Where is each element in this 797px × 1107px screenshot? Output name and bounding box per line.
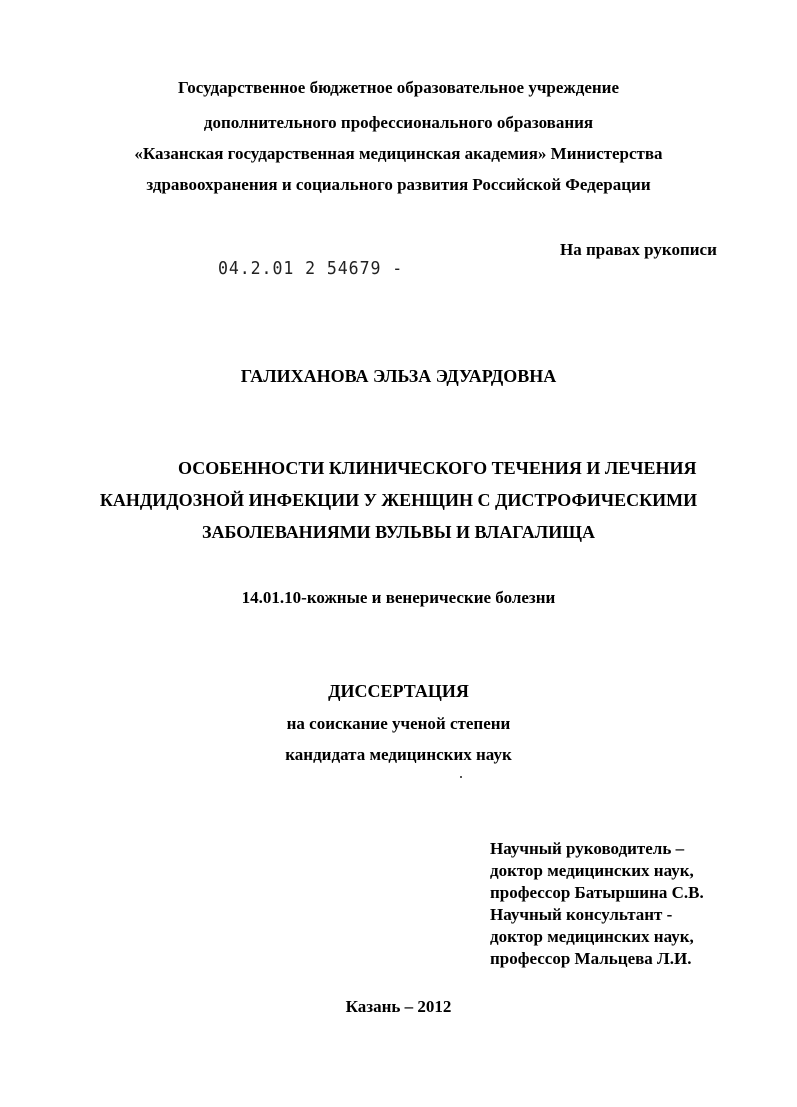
consultant-line: доктор медицинских наук, [490, 927, 694, 946]
degree-line: на соискание ученой степени [286, 714, 511, 733]
consultant-line: профессор Мальцева Л.И. [490, 949, 692, 968]
author-name: ГАЛИХАНОВА ЭЛЬЗА ЭДУАРДОВНА [240, 366, 557, 386]
institution-line: Государственное бюджетное образовательное учреждение [177, 78, 620, 97]
title-line: ОСОБЕННОСТИ КЛИНИЧЕСКОГО ТЕЧЕНИЯ И ЛЕЧЕНИЯ [178, 458, 697, 478]
institution-line: здравоохранения и социального развития Российской Федерации [146, 175, 651, 194]
supervisors-block [490, 838, 704, 970]
city-year: Казань – 2012 [345, 997, 452, 1016]
manuscript-note: На правах рукописи [560, 240, 717, 259]
specialty-code: 14.01.10-кожные и венерические болезни [241, 588, 556, 607]
degree-line: кандидата медицинских наук [285, 745, 512, 764]
consultant-line: Научный консультант - [490, 905, 673, 924]
institution-line: дополнительного профессионального образования [203, 113, 594, 132]
title-line: КАНДИДОЗНОЙ ИНФЕКЦИИ У ЖЕНЩИН С ДИСТРОФИЧЕСКИМИ [99, 490, 698, 510]
registration-stamp-number: 04.2.01 2 54679 - [218, 258, 404, 279]
title-line: ЗАБОЛЕВАНИЯМИ ВУЛЬВЫ И ВЛАГАЛИЩА [202, 522, 595, 542]
scan-speck [460, 776, 462, 778]
document-type: ДИССЕРТАЦИЯ [328, 681, 469, 701]
supervisor-line: профессор Батыршина С.В. [490, 883, 704, 902]
supervisor-line: доктор медицинских наук, [490, 861, 694, 880]
institution-line: «Казанская государственная медицинская академия» Министерства [134, 144, 663, 163]
supervisor-line: Научный руководитель – [490, 839, 685, 858]
